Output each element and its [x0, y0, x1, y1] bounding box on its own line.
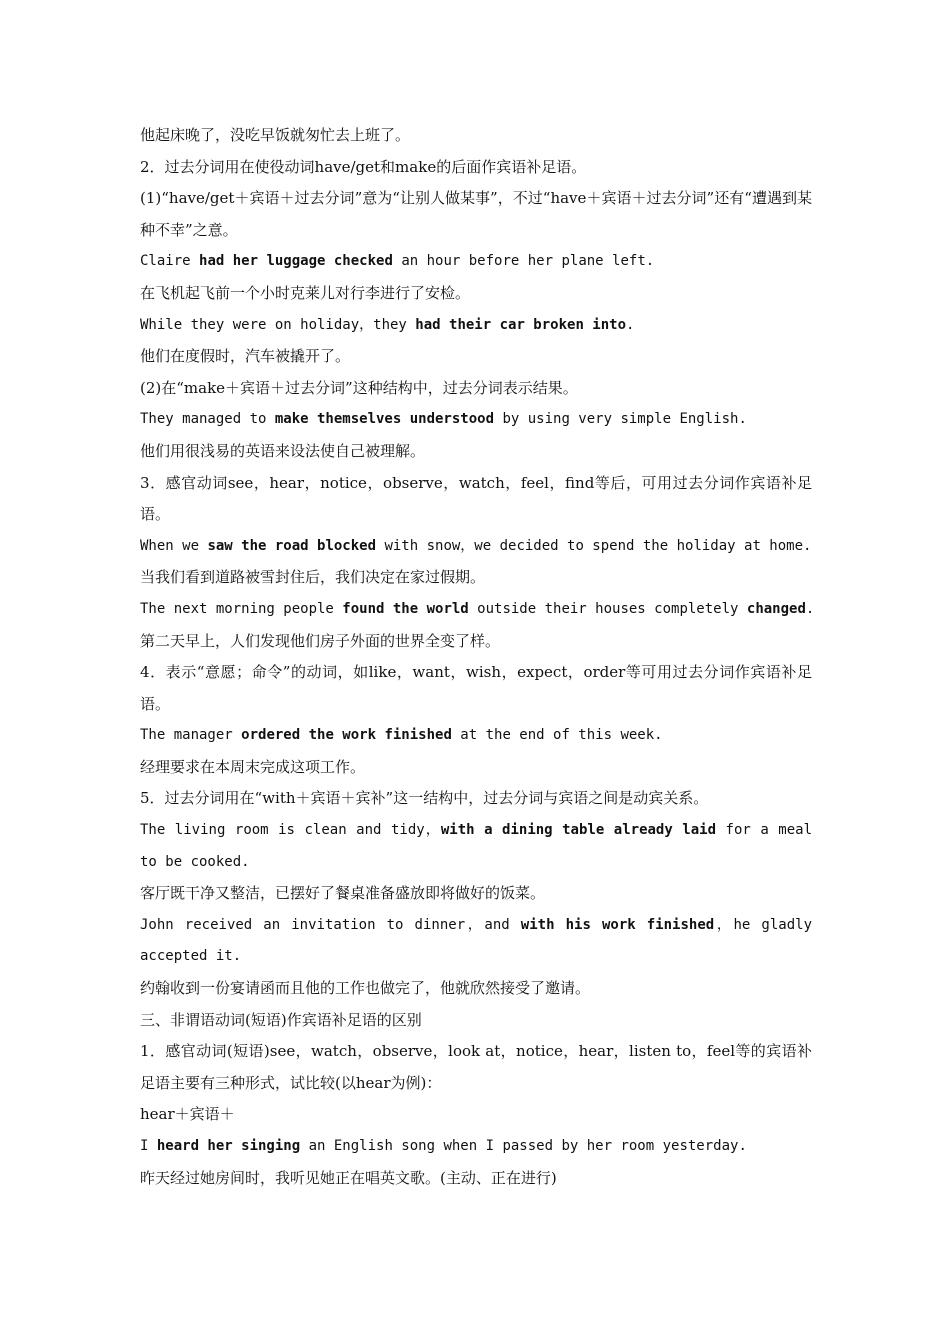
example-text: The living room is clean and tidy，	[140, 822, 441, 839]
example-sentence	[140, 815, 812, 878]
example-highlight: saw the road blocked	[207, 537, 377, 554]
example-text: for a meal to be cooked.	[140, 822, 813, 870]
section-heading: 三、非谓语动词(短语)作宾语补足语的区别	[140, 1010, 422, 1029]
rule-heading: 2．过去分词用在使役动词have/get和make的后面作宾语补足语。	[140, 157, 587, 176]
translation-line: 他起床晚了，没吃早饭就匆忙去上班了。	[140, 126, 411, 144]
rule-heading: 4．表示“意愿；命令”的动词，如like，want，wish，expect，order等可用过去分词作宾语补足语。	[140, 663, 812, 713]
example-highlight: with his work finished	[520, 916, 715, 933]
document-body	[140, 120, 815, 1194]
translation-line: 第二天早上，人们发现他们房子外面的世界全变了样。	[140, 631, 501, 650]
example-text: .	[626, 316, 635, 333]
example-sentence	[140, 594, 815, 626]
example-text: with snow，we decided to spend the holiday at home.	[376, 537, 812, 554]
example-sentence	[140, 246, 812, 278]
example-text: They managed to	[140, 411, 275, 428]
example-text: ，he gladly accepted it.	[140, 916, 813, 965]
translation-line: 在飞机起飞前一个小时克莱儿对行李进行了安检。	[140, 283, 471, 302]
example-sentence	[140, 1131, 812, 1163]
rule-heading: 3．感官动词see，hear，notice，observe，watch，feel，find等后，可用过去分词作宾语补足语。	[140, 473, 812, 524]
translation-line: 昨天经过她房间时，我听见她正在唱英文歌。(主动、正在进行)	[140, 1168, 557, 1187]
example-sentence	[140, 310, 812, 342]
example-highlight: changed	[746, 600, 806, 617]
example-highlight: make themselves understood	[274, 411, 495, 428]
example-text: The next morning people	[140, 600, 343, 617]
example-text: Claire	[140, 253, 200, 270]
translation-line: 他们用很浅易的英语来设法使自己被理解。	[140, 441, 426, 460]
example-text: an hour before her plane left.	[392, 253, 655, 270]
rule-heading: 1．感官动词(短语)see，watch，observe，look at，notice，hear，listen to，feel等的宾语补足语主要有三种形式，试比较(以hear为例)：	[140, 1042, 812, 1092]
example-text: When we	[140, 537, 208, 554]
rule-heading: 5．过去分词用在“with＋宾语＋宾补”这一结构中，过去分词与宾语之间是动宾关系。	[140, 789, 709, 808]
example-text: at the end of this week.	[451, 727, 663, 744]
translation-line: 他们在度假时，汽车被撬开了。	[140, 347, 351, 366]
example-text: I	[140, 1138, 157, 1154]
example-text: The manager	[140, 727, 242, 744]
example-text: outside their houses completely	[468, 600, 747, 617]
example-text: John received an invitation to dinner，and	[140, 916, 521, 933]
example-text: by using very simple English.	[494, 411, 747, 428]
translation-line: 约翰收到一份宴请函而且他的工作也做完了，他就欣然接受了邀请。	[140, 979, 591, 998]
example-highlight: with a dining table already laid	[440, 822, 717, 839]
example-highlight: found the world	[342, 600, 469, 617]
example-sentence	[140, 910, 812, 973]
rule-explanation: (1)“have/get＋宾语＋过去分词”意为“让别人做某事”，不过“have＋宾语＋过去分词”还有“遭遇到某种不幸”之意。	[140, 189, 812, 239]
rule-explanation: (2)在“make＋宾语＋过去分词”这种结构中，过去分词表示结果。	[140, 378, 578, 397]
example-highlight: had their car broken into	[415, 316, 627, 333]
translation-line: 当我们看到道路被雪封住后，我们决定在家过假期。	[140, 568, 486, 587]
example-text: .	[805, 600, 815, 617]
translation-line: 客厅既干净又整洁，已摆好了餐桌准备盛放即将做好的饭菜。	[140, 884, 546, 903]
pattern-formula: hear＋宾语＋	[140, 1105, 235, 1124]
translation-line: 经理要求在本周末完成这项工作。	[140, 757, 366, 776]
example-highlight: heard her singing	[156, 1138, 301, 1154]
example-sentence	[140, 531, 812, 563]
example-text: While they were on holiday，they	[140, 316, 416, 333]
example-highlight: had her luggage checked	[199, 253, 393, 270]
example-highlight: ordered the work finished	[241, 727, 452, 744]
example-sentence	[140, 720, 812, 752]
example-text: an English song when I passed by her room yesterday.	[300, 1138, 747, 1154]
example-sentence	[140, 404, 812, 436]
